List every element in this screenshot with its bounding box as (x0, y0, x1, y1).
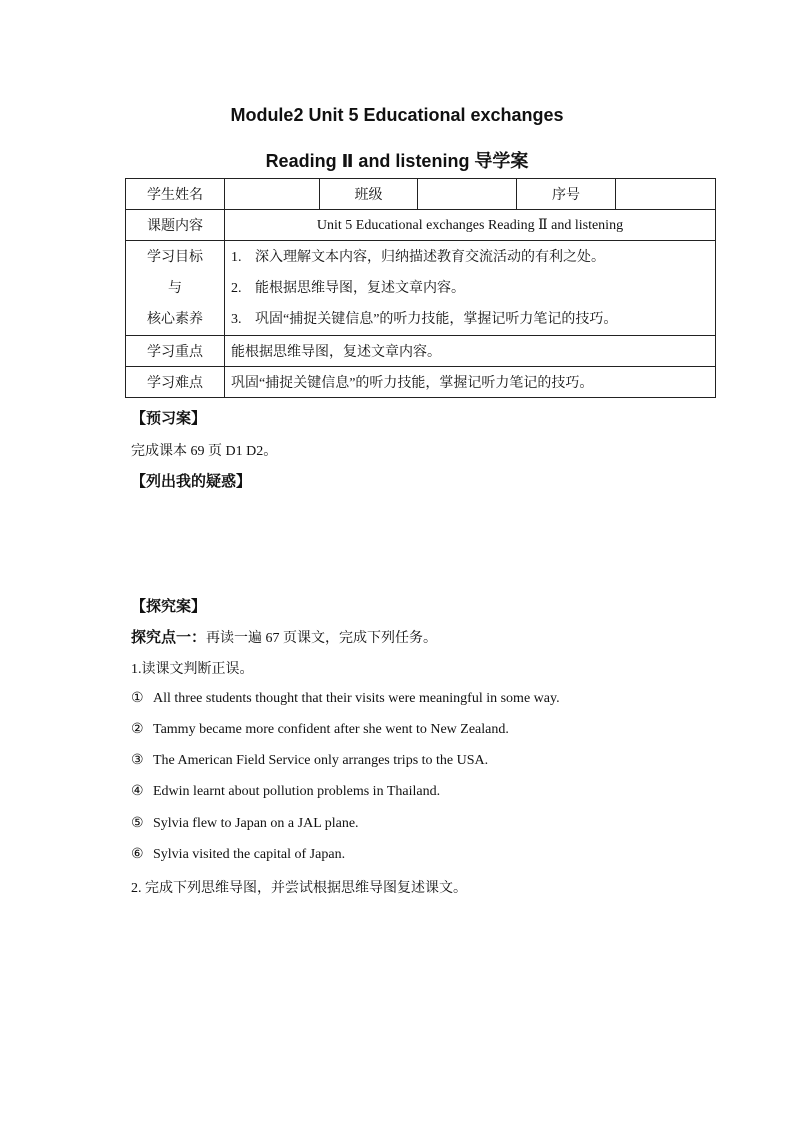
table-row-focus (126, 336, 716, 367)
topic-value: Unit 5 Educational exchanges Reading Ⅱ and listening (225, 210, 716, 241)
table-row-topic (126, 210, 716, 241)
statement-item (131, 783, 440, 800)
page-title: Module2 Unit 5 Educational exchanges (230, 105, 564, 125)
class-label: 班级 (320, 179, 418, 210)
preview-text: 完成课本 69 页 D1 D2。 (131, 444, 278, 459)
point-text: 再读一遍 67 页课文，完成下列任务。 (206, 631, 438, 646)
info-table (125, 178, 716, 398)
page-subtitle: Reading Ⅱ and listening 导学案 (265, 151, 529, 171)
seat-label: 序号 (517, 179, 616, 210)
statement-item (131, 721, 509, 738)
difficulty-value: 巩固“捕捉关键信息”的听力技能，掌握记听力笔记的技巧。 (225, 367, 716, 398)
class-field[interactable] (418, 179, 517, 210)
statement-mark: ⑤ (131, 816, 144, 831)
table-row-goals (126, 241, 716, 336)
statement-item (131, 752, 488, 769)
statement-text: Tammy became more confident after she went to New Zealand. (153, 722, 509, 737)
topic-label: 课题内容 (126, 210, 225, 241)
preview-heading: 【预习案】 (131, 409, 207, 427)
goal-number: 1. (231, 249, 242, 265)
statement-item (131, 690, 560, 707)
statement-item (131, 846, 345, 863)
goal-item (231, 242, 709, 273)
statement-mark: ⑥ (131, 847, 144, 862)
goal-number: 3. (231, 311, 242, 327)
goal-item (231, 304, 709, 335)
table-row-difficulty (126, 367, 716, 398)
doubts-heading: 【列出我的疑惑】 (131, 472, 252, 490)
name-field[interactable] (225, 179, 320, 210)
statement-mark: ② (131, 722, 144, 737)
statement-text: Sylvia flew to Japan on a JAL plane. (153, 816, 359, 831)
explore-point (131, 626, 437, 647)
statement-mark: ④ (131, 784, 144, 799)
goal-number: 2. (231, 280, 242, 296)
statement-text: All three students thought that their visits were meaningful in some way. (153, 691, 560, 706)
table-row-student (126, 179, 716, 210)
statement-text: Edwin learnt about pollution problems in Thailand. (153, 784, 441, 799)
statement-mark: ① (131, 691, 144, 706)
goals-label (126, 241, 225, 336)
focus-value: 能根据思维导图，复述文章内容。 (225, 336, 716, 367)
goals-label-line: 学习目标 (147, 249, 203, 265)
task-2: 2. 完成下列思维导图，并尝试根据思维导图复述课文。 (131, 881, 467, 896)
goal-item (231, 273, 709, 304)
goal-text: 深入理解文本内容，归纳描述教育交流活动的有利之处。 (255, 249, 605, 265)
point-label: 探究点一： (131, 628, 207, 646)
goals-list (225, 241, 716, 336)
difficulty-label: 学习难点 (126, 367, 225, 398)
goal-text: 能根据思维导图，复述文章内容。 (255, 280, 465, 296)
statement-item (131, 815, 359, 832)
explore-heading: 【探究案】 (131, 597, 207, 615)
statement-text: The American Field Service only arranges trips to the USA. (153, 753, 489, 768)
statement-mark: ③ (131, 753, 144, 768)
goals-label-line: 核心素养 (147, 311, 203, 327)
seat-field[interactable] (616, 179, 716, 210)
goals-label-line: 与 (168, 280, 182, 296)
focus-label: 学习重点 (126, 336, 225, 367)
statement-text: Sylvia visited the capital of Japan. (153, 847, 346, 862)
goal-text: 巩固“捕捉关键信息”的听力技能，掌握记听力笔记的技巧。 (255, 311, 618, 327)
task-1: 1.读课文判断正误。 (131, 662, 254, 677)
name-label: 学生姓名 (126, 179, 225, 210)
